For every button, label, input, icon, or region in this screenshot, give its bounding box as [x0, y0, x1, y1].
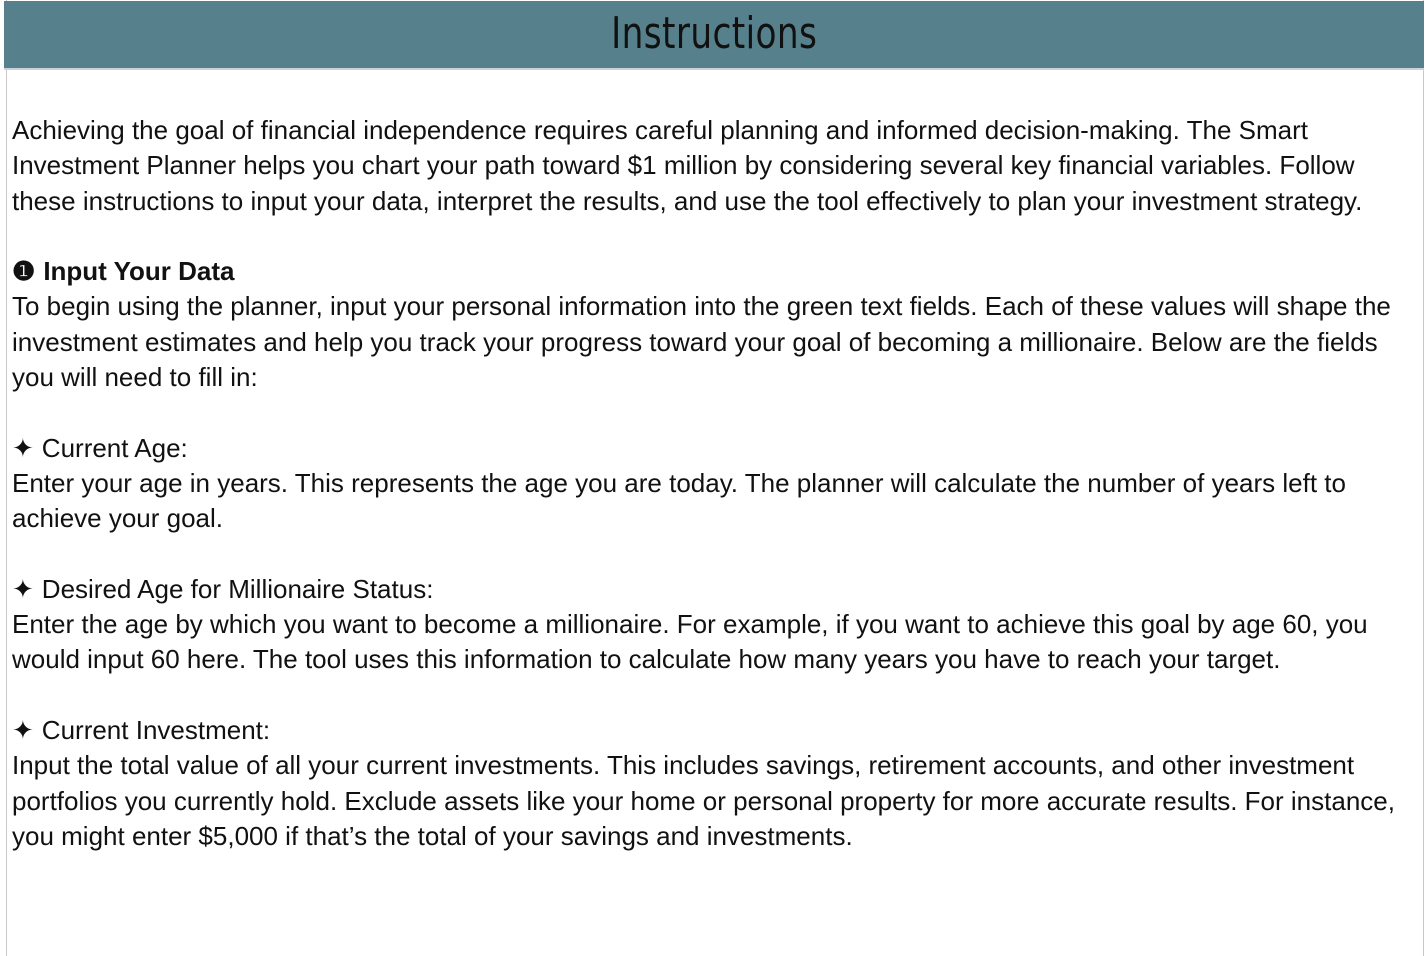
field-heading-label: Current Investment:	[41, 715, 271, 746]
field-heading-current-investment	[12, 713, 1412, 748]
number-one-icon: ❶	[12, 256, 36, 287]
field-heading-current-age	[12, 431, 1412, 466]
section-heading-label: Input Your Data	[43, 256, 235, 287]
intro-paragraph: Achieving the goal of financial independence requires careful planning and informed decision-making. The Smart Investment Planner helps you chart your path toward $1 million by considering several key financial variables. Follow these instructions to input your data, interpret the results, and use the tool effectively to plan your investment strategy.	[12, 115, 1363, 216]
grid-column-right-edge	[1423, 0, 1428, 956]
field-heading-label: Current Age:	[41, 432, 188, 463]
star-bullet-icon: ✦	[12, 573, 34, 604]
instructions-cell[interactable]	[12, 113, 1412, 854]
field-heading-desired-age	[12, 572, 1412, 607]
section-body: To begin using the planner, input your personal information into the green text fields. Each of these values will shape the investment estimates and help you track your progress toward your goal of becoming a millionaire. Below are the fields you will need to fill in:	[12, 291, 1391, 393]
star-bullet-icon: ✦	[12, 432, 34, 463]
instructions-header	[4, 1, 1424, 70]
page-title: Instructions	[610, 7, 818, 59]
field-description: Enter your age in years. This represents the age you are today. The planner will calculate the number of years left to achieve your goal.	[12, 467, 1346, 534]
field-heading-label: Desired Age for Millionaire Status:	[41, 573, 434, 604]
section-heading-input-data	[12, 254, 1412, 289]
field-description: Input the total value of all your current investments. This includes savings, retirement accounts, and other investment portfolios you currently hold. Exclude assets like your home or personal property for more accurate results. For instance, you might enter $5,000 if that’s the total of your savings and investments.	[12, 750, 1395, 851]
field-description: Enter the age by which you want to become a millionaire. For example, if you want to achieve this goal by age 60, you would input 60 here. The tool uses this information to calculate how many years you have to reach your target.	[12, 609, 1368, 675]
star-bullet-icon: ✦	[12, 715, 34, 746]
grid-column-left-edge	[0, 0, 7, 956]
